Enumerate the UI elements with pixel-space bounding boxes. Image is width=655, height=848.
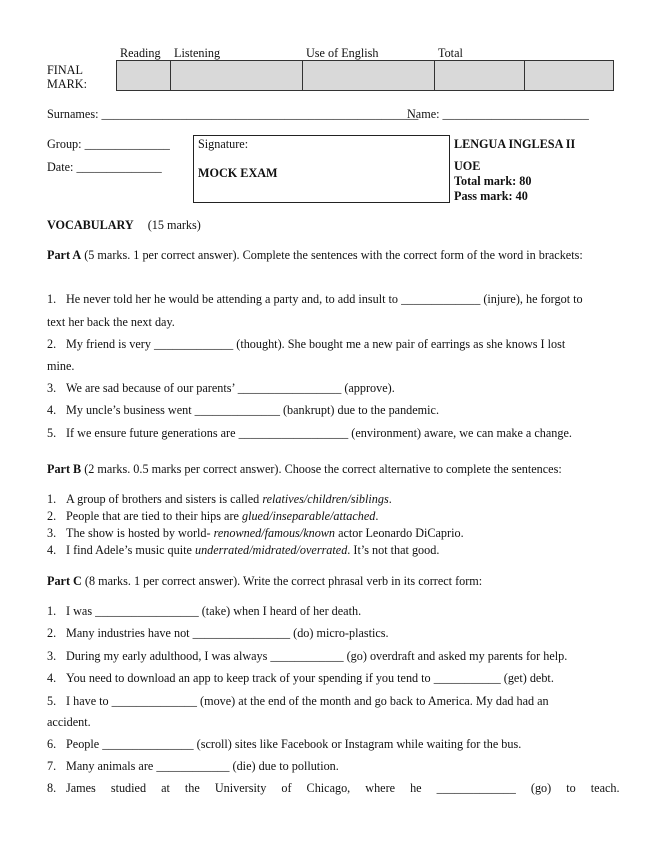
item-number: 3. — [47, 649, 57, 663]
item-text: He never told her he would be attending a party and, to add insult to _____________ (injure), he forgot to — [66, 292, 583, 306]
university-label: UOE — [454, 159, 481, 173]
part-a-item-5[interactable] — [47, 426, 572, 441]
item-number: 5. — [47, 426, 57, 440]
reading-score-box[interactable] — [116, 60, 171, 91]
item-number: 8. — [47, 781, 57, 795]
final-mark-label-line1: FINAL — [47, 63, 83, 77]
part-c-item-7[interactable] — [47, 759, 339, 774]
use-of-english-label: Use of English — [306, 46, 379, 60]
name-field[interactable]: Name: ________________________ — [407, 107, 589, 121]
part-c-text: (8 marks. 1 per correct answer). Write the correct phrasal verb in its correct form: — [81, 574, 483, 588]
item-number: 2. — [47, 509, 57, 523]
item-number: 2. — [47, 337, 57, 351]
total-mark-label: Total mark: 80 — [454, 174, 532, 188]
item-text: James studied at the University of Chicago, where he _____________ (go) to teach. — [66, 781, 620, 795]
part-b-item-4[interactable] — [47, 543, 439, 558]
item-number: 1. — [47, 604, 57, 618]
item-text: I find Adele’s music quite — [66, 543, 195, 557]
item-text: People that are tied to their hips are — [66, 509, 242, 523]
part-c-item-5-cont: accident. — [47, 715, 91, 729]
item-number: 4. — [47, 671, 57, 685]
item-number: 7. — [47, 759, 57, 773]
item-text: A group of brothers and sisters is called — [66, 492, 263, 506]
item-text: I was _________________ (take) when I heard of her death. — [66, 604, 362, 618]
part-a-instructions — [47, 247, 609, 263]
item-options: underrated/midrated/overrated — [194, 543, 348, 557]
part-b-item-2[interactable] — [47, 509, 378, 524]
extra-score-box[interactable] — [524, 60, 614, 91]
item-text: Many industries have not ________________ (do) micro-plastics. — [66, 626, 389, 640]
part-c-item-3[interactable] — [47, 649, 567, 664]
reading-label: Reading — [120, 46, 161, 60]
item-text: My friend is very _____________ (thought). She bought me a new pair of earrings as she knows I lost — [66, 337, 566, 351]
vocabulary-title: VOCABULARY — [47, 218, 134, 232]
listening-score-box[interactable] — [170, 60, 303, 91]
item-text-after: . — [375, 509, 379, 523]
item-text: We are sad because of our parents’ _________________ (approve). — [66, 381, 395, 395]
item-number: 6. — [47, 737, 57, 751]
item-text: People _______________ (scroll) sites like Facebook or Instagram while waiting for the bus. — [66, 737, 522, 751]
vocabulary-heading — [47, 218, 201, 233]
part-a-item-4[interactable] — [47, 403, 439, 418]
part-c-instructions — [47, 574, 482, 589]
vocabulary-marks: (15 marks) — [147, 218, 201, 232]
part-a-item-3[interactable] — [47, 381, 395, 396]
part-b-item-1[interactable] — [47, 492, 392, 507]
item-text-after: . — [388, 492, 392, 506]
part-a-item-1-cont: text her back the next day. — [47, 315, 175, 329]
course-title: LENGUA INGLESA II — [454, 137, 576, 151]
item-number: 3. — [47, 381, 57, 395]
part-c-item-6[interactable] — [47, 737, 521, 752]
part-a-item-2-cont: mine. — [47, 359, 75, 373]
part-a-item-1[interactable] — [47, 292, 583, 307]
group-field[interactable]: Group: ______________ — [47, 137, 170, 151]
item-text: You need to download an app to keep track of your spending if you tend to ___________ (get) debt. — [66, 671, 554, 685]
item-options: renowned/famous/known — [213, 526, 336, 540]
item-number: 3. — [47, 526, 57, 540]
part-a-item-2[interactable] — [47, 337, 565, 352]
mock-exam-label: MOCK EXAM — [198, 166, 278, 180]
item-number: 1. — [47, 292, 57, 306]
part-a-text: (5 marks. 1 per correct answer). Complete the sentences with the correct form of the word in brackets: — [81, 248, 583, 262]
part-b-instructions — [47, 462, 562, 477]
part-c-item-1[interactable] — [47, 604, 361, 619]
pass-mark-label: Pass mark: 40 — [454, 189, 528, 203]
part-c-item-4[interactable] — [47, 671, 554, 686]
surnames-field[interactable]: Surnames: ____________________________________________________ — [47, 107, 419, 121]
part-c-item-5[interactable] — [47, 693, 609, 709]
part-b-label: Part B — [47, 462, 82, 476]
part-a-label: Part A — [47, 248, 82, 262]
item-text: I have to ______________ (move) at the end of the month and go back to America. My dad had an — [66, 694, 549, 708]
part-c-item-8[interactable] — [47, 781, 620, 796]
item-text: If we ensure future generations are __________________ (environment) aware, we can make a change. — [66, 426, 572, 440]
use-of-english-score-box[interactable] — [302, 60, 435, 91]
part-c-label: Part C — [47, 574, 82, 588]
item-options: glued/inseparable/attached — [241, 509, 376, 523]
signature-label: Signature: — [198, 137, 249, 151]
total-label: Total — [438, 46, 463, 60]
item-number: 4. — [47, 543, 57, 557]
item-text: The show is hosted by world- — [66, 526, 214, 540]
item-text: During my early adulthood, I was always ____________ (go) overdraft and asked my parents for help. — [66, 649, 568, 663]
part-c-item-2[interactable] — [47, 626, 389, 641]
item-text-after: . It’s not that good. — [347, 543, 440, 557]
item-number: 4. — [47, 403, 57, 417]
item-text: My uncle’s business went ______________ (bankrupt) due to the pandemic. — [66, 403, 440, 417]
item-number: 5. — [47, 694, 57, 708]
final-mark-label-line2: MARK: — [47, 77, 87, 91]
part-b-item-3[interactable] — [47, 526, 464, 541]
item-number: 1. — [47, 492, 57, 506]
date-field[interactable]: Date: ______________ — [47, 160, 162, 174]
item-number: 2. — [47, 626, 57, 640]
item-text-after: actor Leonardo DiCaprio. — [335, 526, 464, 540]
part-b-text: (2 marks. 0.5 marks per correct answer). Choose the correct alternative to complete the sentences: — [81, 462, 562, 476]
total-score-box[interactable] — [434, 60, 525, 91]
item-options: relatives/children/siblings — [262, 492, 389, 506]
item-text: Many animals are ____________ (die) due to pollution. — [66, 759, 339, 773]
listening-label: Listening — [174, 46, 221, 60]
